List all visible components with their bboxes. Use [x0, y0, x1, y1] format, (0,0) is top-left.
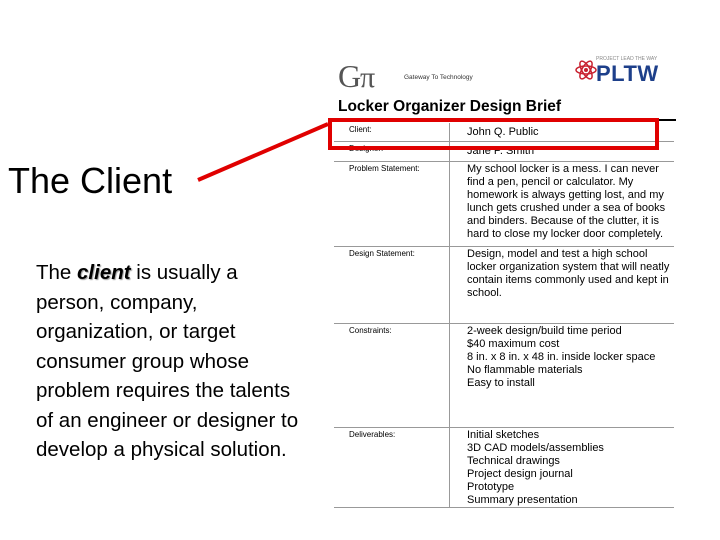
- value-line: $40 maximum cost: [467, 337, 560, 350]
- row-label: Constraints:: [334, 323, 450, 427]
- design-brief-title: Locker Organizer Design Brief: [338, 98, 562, 115]
- value-line: lunch gets crushed under a sea of books: [467, 201, 666, 214]
- slide-title: The Client: [8, 160, 173, 201]
- client-row-highlight: [328, 118, 659, 150]
- value-line: school.: [467, 286, 502, 299]
- value-line: Summary presentation: [467, 493, 578, 506]
- body-suffix: is usually a person, company, organization, or target consumer group whose problem requires the talents of an engineer or designer to develop a physical solution.: [36, 261, 299, 461]
- table-row: [334, 323, 674, 427]
- table-row: [334, 161, 674, 246]
- row-value: [450, 246, 675, 323]
- value-line: Prototype: [467, 480, 515, 493]
- value-line: hard to close my locker door completely.: [467, 227, 664, 240]
- value-line: contain items commonly used and kept in: [467, 273, 669, 286]
- value-line: Easy to install: [467, 376, 535, 389]
- row-label: Client:: [334, 123, 450, 141]
- row-label: Deliverables:: [334, 427, 450, 507]
- pltw-wordmark: PLTW: [596, 61, 659, 86]
- gt-tagline: Gateway To Technology: [404, 74, 473, 81]
- table-row: [334, 427, 674, 507]
- value-line: My school locker is a mess. I can never: [467, 162, 659, 175]
- value-line: No flammable materials: [467, 363, 583, 376]
- svg-text:G: G: [338, 58, 362, 94]
- svg-text:π: π: [360, 61, 376, 94]
- gateway-to-technology-logo-icon: [338, 58, 402, 94]
- value-line: Initial sketches: [467, 428, 540, 441]
- value-line: 2-week design/build time period: [467, 324, 622, 337]
- row-label: Designer:: [334, 141, 450, 161]
- body-prefix: The: [36, 261, 78, 284]
- row-label: Design Statement:: [334, 246, 450, 323]
- row-label: Problem Statement:: [334, 161, 450, 246]
- row-value: [450, 161, 675, 246]
- pltw-atom-icon: [574, 55, 598, 85]
- client-emphasis: client: [77, 261, 131, 284]
- table-row: [334, 246, 674, 323]
- value-line: Project design journal: [467, 467, 573, 480]
- value-line: locker organization system that will neatly: [467, 260, 670, 273]
- row-value: [450, 323, 675, 427]
- value-line: 3D CAD models/assemblies: [467, 441, 604, 454]
- value-line: and binders. Because of the clutter, it is: [467, 214, 660, 227]
- value-line: Jane P. Smith: [467, 144, 535, 157]
- value-line: Design, model and test a high school: [467, 247, 648, 260]
- value-line: homework is always getting lost, and my: [467, 188, 664, 201]
- value-line: 8 in. x 8 in. x 48 in. inside locker space: [467, 350, 656, 363]
- value-line: John Q. Public: [467, 126, 539, 138]
- value-line: Technical drawings: [467, 454, 560, 467]
- pointer-line-stroke: [198, 124, 328, 180]
- design-brief-table: [334, 123, 674, 508]
- row-value: [450, 427, 675, 507]
- pltw-small-text: PROJECT LEAD THE WAY: [596, 56, 658, 62]
- client-definition-text: [36, 258, 306, 465]
- value-line: find a pen, pencil or calculator. My: [467, 175, 634, 188]
